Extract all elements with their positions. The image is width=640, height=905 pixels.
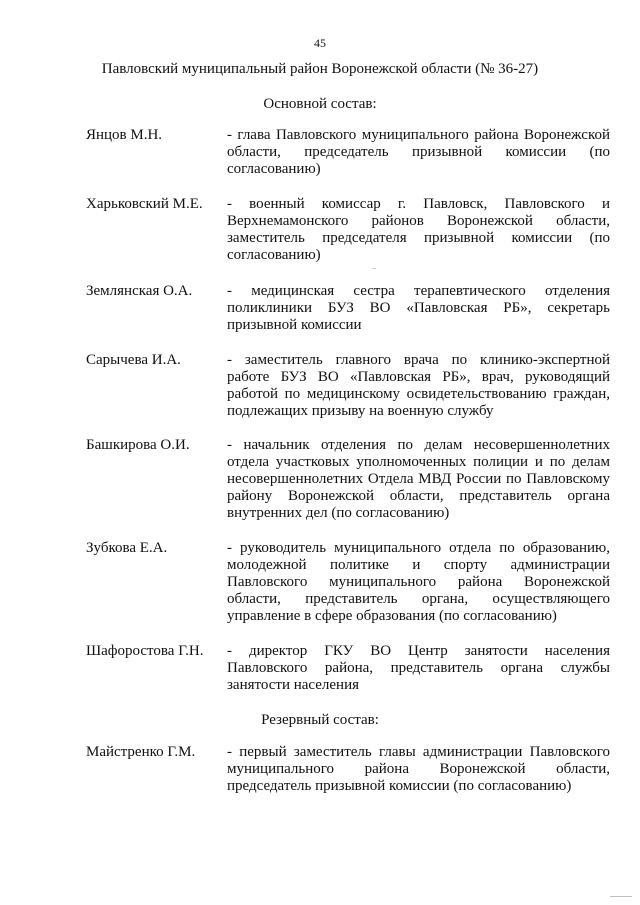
- member-name: Зубкова Е.А.: [86, 540, 168, 556]
- member-name: Янцов М.Н.: [86, 127, 163, 143]
- member-description: - глава Павловского муниципального района Воронежской области, председатель призывной комиссии (по согласованию): [227, 127, 610, 177]
- member-description: - военный комиссар г. Павловск, Павловского и Верхнемамонского районов Воронежской области, заместитель председателя призывной комиссии (по согласованию): [227, 196, 610, 263]
- document-title: Павловский муниципальный район Воронежской области (№ 36-27): [101, 61, 539, 77]
- reserve-composition-heading: Резервный состав:: [261, 712, 379, 728]
- member-name: Башкирова О.И.: [86, 437, 190, 453]
- member-description: - заместитель главного врача по клинико-экспертной работе БУЗ ВО «Павловская РБ», врач, руководящий работой по медицинскому освидетельствованию граждан, подлежащих призыву на военную службу: [227, 352, 610, 419]
- member-name: Землянская О.А.: [86, 283, 193, 299]
- scan-artifact: [372, 268, 376, 269]
- main-composition-heading: Основной состав:: [263, 96, 377, 112]
- member-name: Сарычева И.А.: [86, 352, 181, 368]
- member-name: Харьковский М.Е.: [86, 196, 203, 212]
- member-description: - начальник отделения по делам несовершеннолетних отдела участковых уполномоченных полиции и по делам несовершеннолетних Отдела МВД России по Павловскому району Воронежской области, представитель органа внутренних дел (по согласованию): [227, 437, 610, 521]
- member-description: - руководитель муниципального отдела по образованию, молодежной политике и спорту администрации Павловского муниципального района Воронежской области, представитель органа, осуществляющего управление в сфере образования (по согласованию): [227, 540, 610, 624]
- member-description: - первый заместитель главы администрации Павловского муниципального района Воронежской области, председатель призывной комиссии (по согласованию): [227, 744, 610, 794]
- scan-artifact: [610, 896, 632, 897]
- member-description: - медицинская сестра терапевтического отделения поликлиники БУЗ ВО «Павловская РБ», секретарь призывной комиссии: [227, 283, 610, 333]
- member-description: - директор ГКУ ВО Центр занятости населения Павловского района, представитель органа службы занятости населения: [227, 643, 610, 693]
- member-name: Шафоростова Г.Н.: [86, 643, 204, 659]
- page-number: 45: [314, 36, 326, 50]
- member-name: Майстренко Г.М.: [86, 744, 196, 760]
